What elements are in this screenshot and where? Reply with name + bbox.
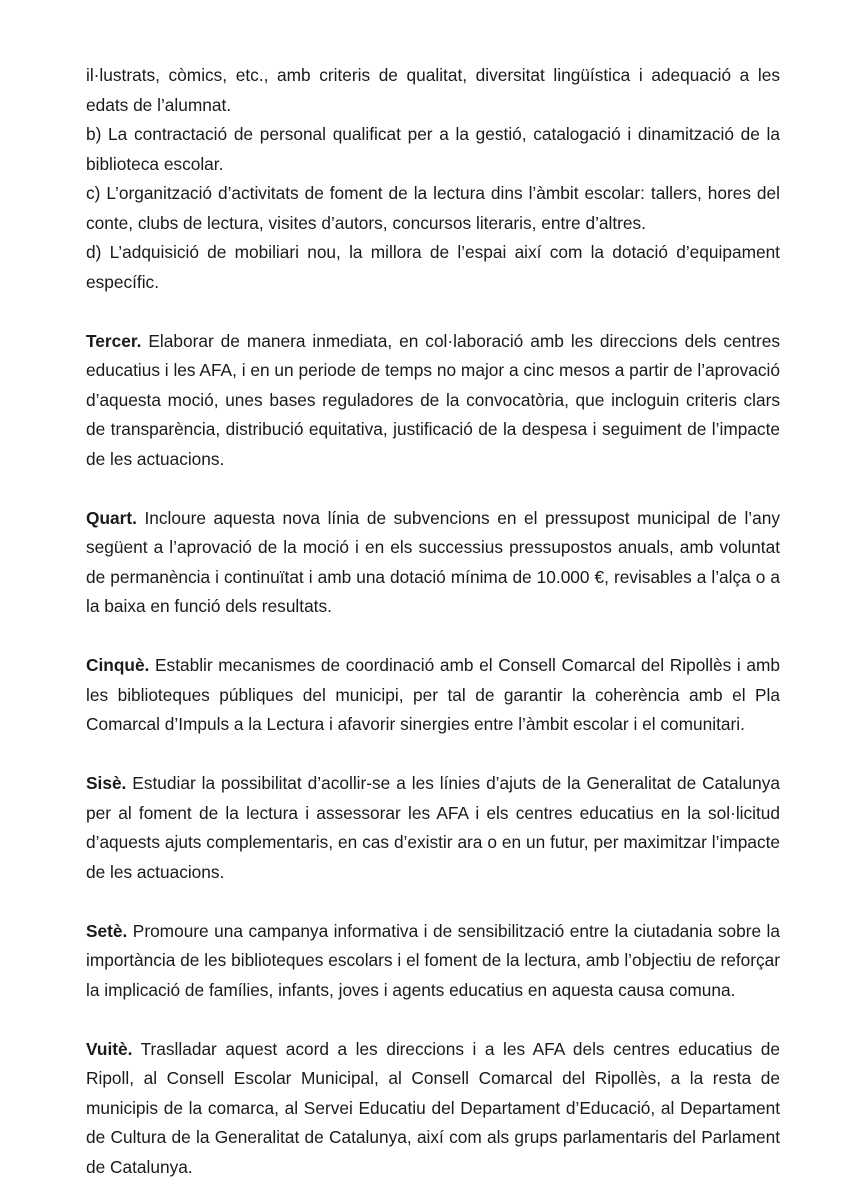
section-text: Incloure aquesta nova línia de subvencions en el pressupost municipal de l’any següent a l’aprovació de la moció i en els successius pressupostos anuals, amb voluntat de permanència i continuïtat i amb una dotació mínima de 10.000 €, revisables a l’alça o a la baixa en funció dels resultats.	[86, 507, 780, 616]
section-vuite	[86, 1035, 780, 1183]
section-label: Setè.	[86, 920, 128, 941]
section-label: Sisè.	[86, 773, 127, 793]
section-label: Cinquè.	[86, 655, 150, 675]
list-item-d: d) L’adquisició de mobiliari nou, la millora de l’espai així com la dotació d’equipament específic.	[86, 242, 780, 292]
section-quart	[86, 504, 780, 622]
list-item-b: b) La contractació de personal qualificat per a la gestió, catalogació i dinamització de la biblioteca escolar.	[86, 124, 780, 174]
section-cinque	[86, 651, 780, 740]
section-sise	[86, 769, 780, 887]
list-continuation: il·lustrats, còmics, etc., amb criteris de qualitat, diversitat lingüística i adequació a les edats de l’alumnat.	[86, 65, 780, 115]
section-sete	[86, 917, 780, 1006]
section-text: Elaborar de manera inmediata, en col·laboració amb les direccions dels centres educatius i les AFA, i en un periode de temps no major a cinc mesos a partir de l’aprovació d’aquesta moció, unes bases reguladores de la convocatòria, que incloguin criteris clars de transparència, distribució equitativa, justificació de la despesa i seguiment de l’impacte de les actuacions.	[86, 330, 780, 469]
list-item-c: c) L’organització d’activitats de foment de la lectura dins l’àmbit escolar: tallers, hores del conte, clubs de lectura, visites d’autors, concursos literaris, entre d’altres.	[86, 183, 780, 233]
section-tercer	[86, 327, 780, 475]
section-label: Quart.	[86, 507, 137, 528]
section-label: Tercer.	[86, 330, 142, 351]
section-text: Estudiar la possibilitat d’acollir-se a les línies d’ajuts de la Generalitat de Catalunya per al foment de la lectura i assessorar les AFA i els centres educatius en la sol·licitud d’aquests ajuts complementaris, en cas d’existir ara o en un futur, per maximitzar l’impacte de les actuacions.	[86, 773, 780, 882]
section-text: Traslladar aquest acord a les direccions i a les AFA dels centres educatius de Ripoll, al Consell Escolar Municipal, al Consell Comarcal del Ripollès, a la resta de municipis de la comarca, al Servei Educatiu del Departament d’Educació, al Departament de Cultura de la Generalitat de Catalunya, així com als grups parlamentaris del Parlament de Catalunya.	[86, 1038, 780, 1177]
section-text: Establir mecanismes de coordinació amb el Consell Comarcal del Ripollès i amb les biblioteques públiques del municipi, per tal de garantir la coherència amb el Pla Comarcal d’Impuls a la Lectura i afavorir sinergies entre l’àmbit escolar i el comunitari.	[86, 655, 780, 734]
section-label: Vuitè.	[86, 1038, 133, 1059]
section-text: Promoure una campanya informativa i de sensibilització entre la ciutadania sobre la importància de les biblioteques escolars i el foment de la lectura, amb l’objectiu de reforçar la implicació de famílies, infants, joves i agents educatius en aquesta causa comuna.	[86, 920, 780, 1000]
